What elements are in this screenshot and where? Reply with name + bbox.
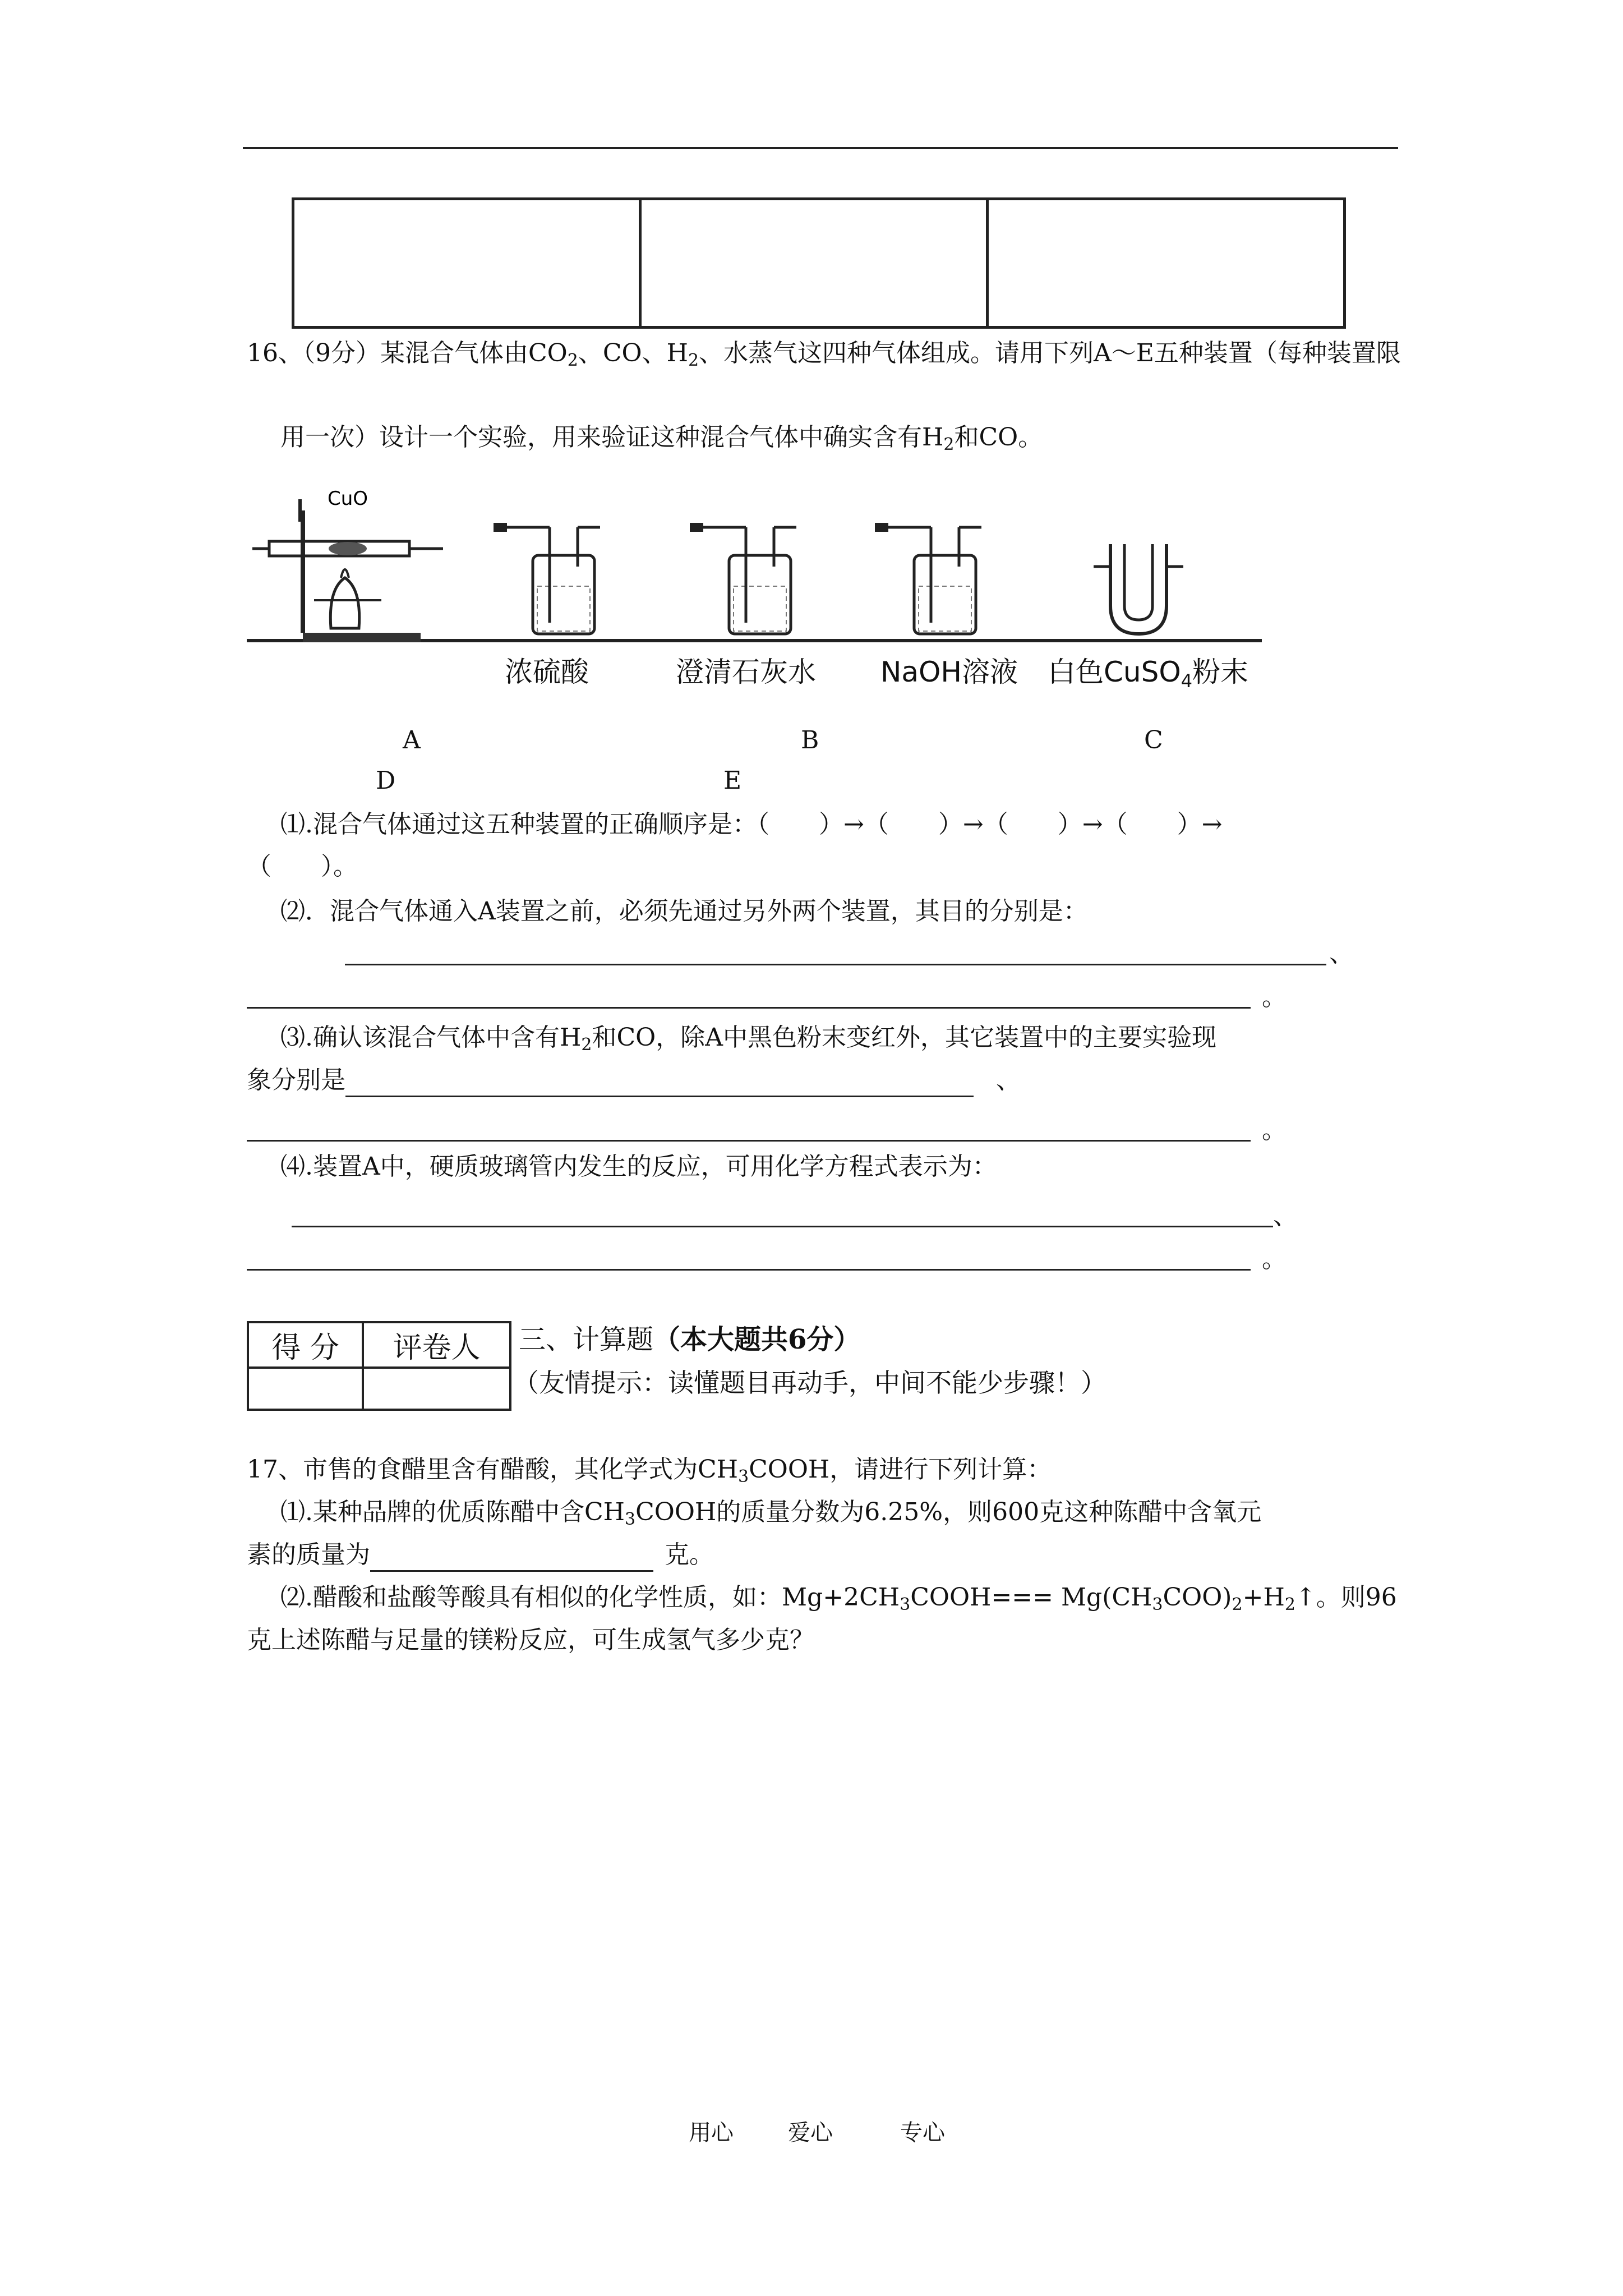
q16-part3-line2: 象分别是 、	[247, 1064, 1021, 1097]
footer-text-1: 用心	[689, 2120, 734, 2146]
answer-blank	[370, 1545, 653, 1572]
score-cell[interactable]	[248, 1368, 363, 1410]
score-header: 得 分	[248, 1322, 363, 1368]
answer-line	[247, 1007, 1251, 1009]
grader-header: 评卷人	[363, 1322, 510, 1368]
letter-e: E	[723, 766, 742, 795]
letter-a: A	[403, 726, 421, 754]
period-mark: 。	[1262, 1116, 1287, 1144]
q16-part1: ⑴.混合气体通过这五种装置的正确顺序是：（ ）→（ ）→（ ）→（ ）→	[280, 810, 1223, 839]
section3-tip: （友情提示：读懂题目再动手，中间不能少步骤！）	[513, 1368, 1106, 1398]
answer-line	[292, 1226, 1273, 1227]
label-conc-sulfuric-acid: 浓硫酸	[505, 656, 589, 688]
q17-heading: 17、市售的食醋里含有醋酸，其化学式为$CH_3COOH$，请进行下列计算：	[247, 1455, 1052, 1487]
q16-heading: 16、（9分）某混合气体由$CO_2$、CO、$H_2$、水蒸气这四种气体组成。请用下列A～E五种装置（每种装置限	[247, 339, 1401, 370]
answer-cell	[640, 199, 987, 328]
cuo-label: CuO	[327, 488, 368, 510]
label-limewater: 澄清石灰水	[676, 656, 816, 688]
u-tube	[1094, 544, 1183, 634]
apparatus-a-heating-tube	[252, 499, 443, 642]
grader-cell[interactable]	[363, 1368, 510, 1410]
letter-b: B	[801, 726, 819, 754]
q16-part2: ⑵．混合气体通入A装置之前，必须先通过另外两个装置，其目的分别是：	[280, 897, 1088, 926]
answer-blank	[345, 1071, 974, 1097]
score-table	[247, 1321, 511, 1411]
answer-line	[345, 964, 1326, 965]
comma-mark: 、	[1329, 939, 1354, 968]
answer-table	[292, 197, 1346, 329]
section3-title: 三、计算题（本大题共6分）	[519, 1324, 861, 1355]
period-mark: 。	[1262, 1245, 1287, 1273]
footer-text-3: 专心	[900, 2120, 945, 2146]
q17-part1: ⑴.某种品牌的优质陈醋中含$CH_3COOH$的质量分数为6.25%，则600克这种陈醋中含氧元	[280, 1498, 1262, 1529]
wash-bottle-1	[494, 523, 600, 634]
q17-part2-line2: 克上述陈醋与足量的镁粉反应，可生成氢气多少克？	[247, 1626, 814, 1654]
label-white-cuso4: 白色CuSO$_4$粉末	[1048, 656, 1249, 692]
q16-part1-end: （ ）。	[247, 852, 358, 881]
q16-line2: 用一次）设计一个实验，用来验证这种混合气体中确实含有$H_2$和CO。	[280, 423, 1043, 454]
label-naoh-solution: NaOH溶液	[880, 656, 1018, 688]
q16-part4: ⑷.装置A中，硬质玻璃管内发生的反应，可用化学方程式表示为：	[280, 1152, 997, 1181]
wash-bottle-3	[875, 523, 981, 634]
letter-c: C	[1144, 726, 1163, 754]
answer-line	[247, 1269, 1251, 1271]
answer-cell	[987, 199, 1345, 328]
q17-part2: ⑵.醋酸和盐酸等酸具有相似的化学性质，如：$Mg+2CH_3COOH===$ $Mg(CH_3COO)_2+H_2↑$。则96	[280, 1583, 1397, 1614]
footer-text-2: 爱心	[788, 2120, 833, 2146]
q17-part1-line2: 素的质量为 克。	[247, 1538, 714, 1572]
period-mark: 。	[1262, 983, 1287, 1011]
q16-part3: ⑶.确认该混合气体中含有$H_2$和CO，除A中黑色粉末变红外，其它装置中的主要实验现	[280, 1023, 1216, 1055]
answer-line	[247, 1140, 1251, 1142]
answer-cell	[293, 199, 640, 328]
comma-mark: 、	[1273, 1202, 1298, 1230]
header-rule	[243, 147, 1398, 149]
wash-bottle-2	[690, 523, 796, 634]
letter-d: D	[376, 766, 396, 795]
